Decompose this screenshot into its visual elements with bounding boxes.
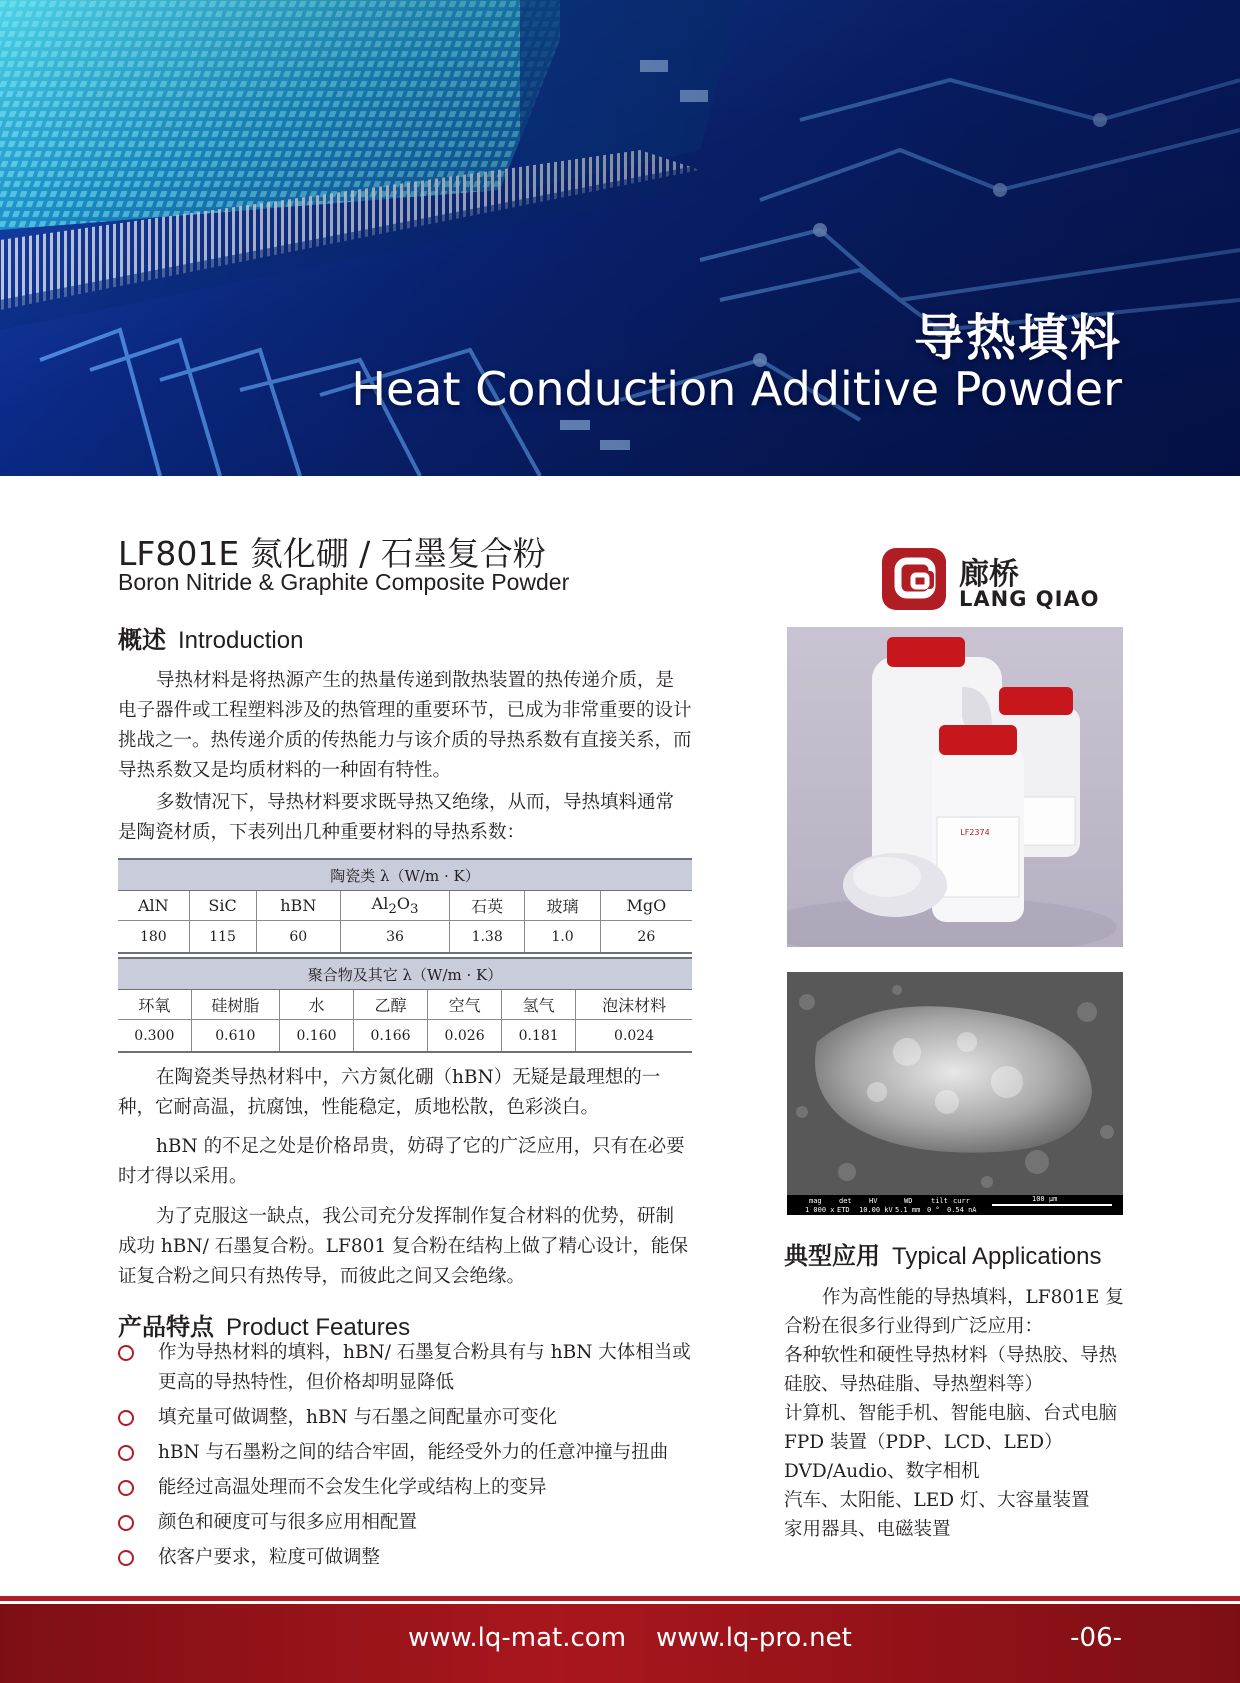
- feature-text: 颜色和硬度可与很多应用相配置: [158, 1512, 418, 1533]
- application-item: 各种软性和硬性导热材料（导热胶、导热硅胶、导热硅脂、导热塑料等）: [784, 1345, 1118, 1395]
- feature-item: [118, 1508, 698, 1538]
- applications-heading-cn: 典型应用: [784, 1242, 880, 1270]
- product-bottles-photo: [787, 627, 1123, 947]
- table-cell: 0.026: [428, 1020, 502, 1053]
- features-heading-cn: 产品特点: [118, 1313, 214, 1341]
- application-item: 汽车、太阳能、LED 灯、大容量装置: [784, 1490, 1090, 1511]
- intro-paragraph-2: 多数情况下，导热材料要求既导热又绝缘，从而，导热填料通常是陶瓷材质，下表列出几种重要材料的导热系数：: [118, 792, 675, 843]
- introduction-heading-cn: 概述: [118, 626, 166, 654]
- sem-info-bar: [787, 1195, 1123, 1215]
- applications-intro: 作为高性能的导热填料，LF801E 复合粉在很多行业得到广泛应用：: [784, 1287, 1124, 1337]
- intro-paragraph-3: 在陶瓷类导热材料中，六方氮化硼（hBN）无疑是最理想的一种，它耐高温，抗腐蚀，性能稳定，质地松散，色彩淡白。: [118, 1067, 661, 1118]
- applications-heading-en: Typical Applications: [892, 1243, 1102, 1270]
- sem-particle-image: [787, 972, 1123, 1195]
- sem-value: 5.1 mm: [895, 1206, 921, 1214]
- sem-scale-bar: [992, 1204, 1112, 1206]
- table-cell: hBN: [256, 891, 341, 921]
- table-cell: 空气: [428, 990, 502, 1020]
- table-cell: 0.610: [191, 1020, 279, 1053]
- table-cell-al2o3: $Al_2O_3$: [341, 891, 450, 921]
- sem-label: mag: [809, 1197, 822, 1205]
- feature-item: [118, 1473, 698, 1503]
- polymers-conductivity-table: [118, 957, 692, 1053]
- sem-micrograph: [787, 972, 1123, 1215]
- table-cell: 0.181: [502, 1020, 576, 1053]
- website-link-mat[interactable]: www.lq-mat.com: [408, 1623, 627, 1653]
- sem-label: WD: [904, 1197, 913, 1205]
- application-item: FPD 装置（PDP、LCD、LED）: [784, 1432, 1063, 1453]
- footer-divider: [0, 1596, 1240, 1601]
- sem-value: 0 °: [927, 1206, 940, 1214]
- application-item: DVD/Audio、数字相机: [784, 1461, 980, 1482]
- sem-value: ETD: [837, 1206, 850, 1214]
- intro-paragraph-4: hBN 的不足之处是价格昂贵，妨碍了它的广泛应用，只有在必要时才得以采用。: [118, 1136, 685, 1187]
- table-cell: 环氧: [118, 990, 191, 1020]
- intro-paragraph-1: 导热材料是将热源产生的热量传递到散热装置的热传递介质，是电子器件或工程塑料涉及的热管理的重要环节，已成为非常重要的设计挑战之一。热传递介质的传热能力与该介质的导热系数有直接关系，而导热系数又是均质材料的一种固有特性。: [118, 670, 692, 781]
- product-title: LF801E 氮化硼 / 石墨复合粉: [118, 534, 546, 573]
- feature-item: [118, 1403, 698, 1433]
- table-cell: 36: [341, 921, 450, 954]
- circle-bullet-icon: [118, 1345, 134, 1361]
- circle-bullet-icon: [118, 1445, 134, 1461]
- features-heading-en: Product Features: [226, 1314, 411, 1341]
- header-banner: [0, 0, 1240, 476]
- feature-item: [118, 1338, 698, 1398]
- polymers-table-header: 聚合物及其它 λ（W/m · K）: [118, 958, 692, 990]
- introduction-heading-en: Introduction: [178, 627, 304, 654]
- application-item: 家用器具、电磁装置: [784, 1519, 951, 1540]
- sem-value: 10.00 kV: [859, 1206, 893, 1214]
- sem-scale-label: 100 μm: [1032, 1195, 1058, 1203]
- table-cell: SiC: [189, 891, 256, 921]
- feature-item: [118, 1543, 698, 1573]
- company-logo: [882, 545, 1122, 613]
- logo-text-cn: 廊桥: [959, 557, 1019, 592]
- table-cell: 玻璃: [525, 891, 600, 921]
- table-cell: 0.166: [354, 1020, 428, 1053]
- table-cell: 氢气: [502, 990, 576, 1020]
- application-item: 计算机、智能手机、智能电脑、台式电脑: [784, 1403, 1118, 1424]
- applications-list: [784, 1341, 1129, 1544]
- feature-text: 填充量可做调整，hBN 与石墨之间配量亦可变化: [158, 1407, 558, 1428]
- circle-bullet-icon: [118, 1550, 134, 1566]
- table-cell: 泡沫材料: [576, 990, 692, 1020]
- intro-paragraph-5: 为了克服这一缺点，我公司充分发挥制作复合材料的优势，研制成功 hBN/ 石墨复合粉。LF801 复合粉在结构上做了精心设计，能保证复合粉之间只有热传导，而彼此之间又会绝缘。: [118, 1206, 689, 1287]
- page-number: -06-: [1070, 1623, 1122, 1653]
- product-subtitle: Boron Nitride & Graphite Composite Powder: [118, 569, 570, 595]
- feature-text: 依客户要求，粒度可做调整: [158, 1547, 381, 1568]
- feature-text: 能经过高温处理而不会发生化学或结构上的变异: [158, 1477, 547, 1498]
- banner-title-cn: 导热填料: [914, 309, 1122, 367]
- sem-label: tilt: [931, 1197, 948, 1205]
- table-cell: MgO: [600, 891, 692, 921]
- ceramics-conductivity-table: [118, 858, 692, 954]
- circle-bullet-icon: [118, 1515, 134, 1531]
- ceramics-table-header: 陶瓷类 λ（W/m · K）: [118, 859, 692, 891]
- footer-links: [408, 1623, 882, 1653]
- sem-value: 0.54 nA: [947, 1206, 977, 1214]
- sem-label: curr: [953, 1197, 970, 1205]
- logo-text-en: LANG QIAO: [959, 587, 1100, 611]
- table-cell: 乙醇: [354, 990, 428, 1020]
- table-cell: 1.38: [450, 921, 525, 954]
- table-cell: 115: [189, 921, 256, 954]
- table-cell: 石英: [450, 891, 525, 921]
- footer: [0, 1604, 1240, 1683]
- circle-bullet-icon: [118, 1480, 134, 1496]
- bottle-label: LF2374: [960, 828, 990, 837]
- website-link-pro[interactable]: www.lq-pro.net: [656, 1623, 852, 1653]
- table-cell: 60: [256, 921, 341, 954]
- bottles-image: [787, 627, 1123, 947]
- sem-label: det: [839, 1197, 852, 1205]
- table-cell: AlN: [118, 891, 189, 921]
- table-cell: 1.0: [525, 921, 600, 954]
- table-cell: 0.160: [279, 1020, 353, 1053]
- sem-label: HV: [869, 1197, 878, 1205]
- banner-title-en: Heat Conduction Additive Powder: [351, 362, 1122, 416]
- features-heading: [118, 1307, 410, 1342]
- feature-text: hBN 与石墨粉之间的结合牢固，能经受外力的任意冲撞与扭曲: [158, 1442, 669, 1463]
- table-cell: 水: [279, 990, 353, 1020]
- table-cell: 硅树脂: [191, 990, 279, 1020]
- applications-heading: [784, 1236, 1101, 1271]
- features-list: [118, 1338, 698, 1578]
- table-cell: 26: [600, 921, 692, 954]
- table-cell: 0.300: [118, 1020, 191, 1053]
- feature-item: [118, 1438, 698, 1468]
- introduction-heading: [118, 620, 303, 655]
- feature-text: 作为导热材料的填料，hBN/ 石墨复合粉具有与 hBN 大体相当或更高的导热特性，但价格却明显降低: [158, 1342, 691, 1393]
- sem-value: 1 000 x: [805, 1206, 835, 1214]
- table-cell: 0.024: [576, 1020, 692, 1053]
- circle-bullet-icon: [118, 1410, 134, 1426]
- table-cell: 180: [118, 921, 189, 954]
